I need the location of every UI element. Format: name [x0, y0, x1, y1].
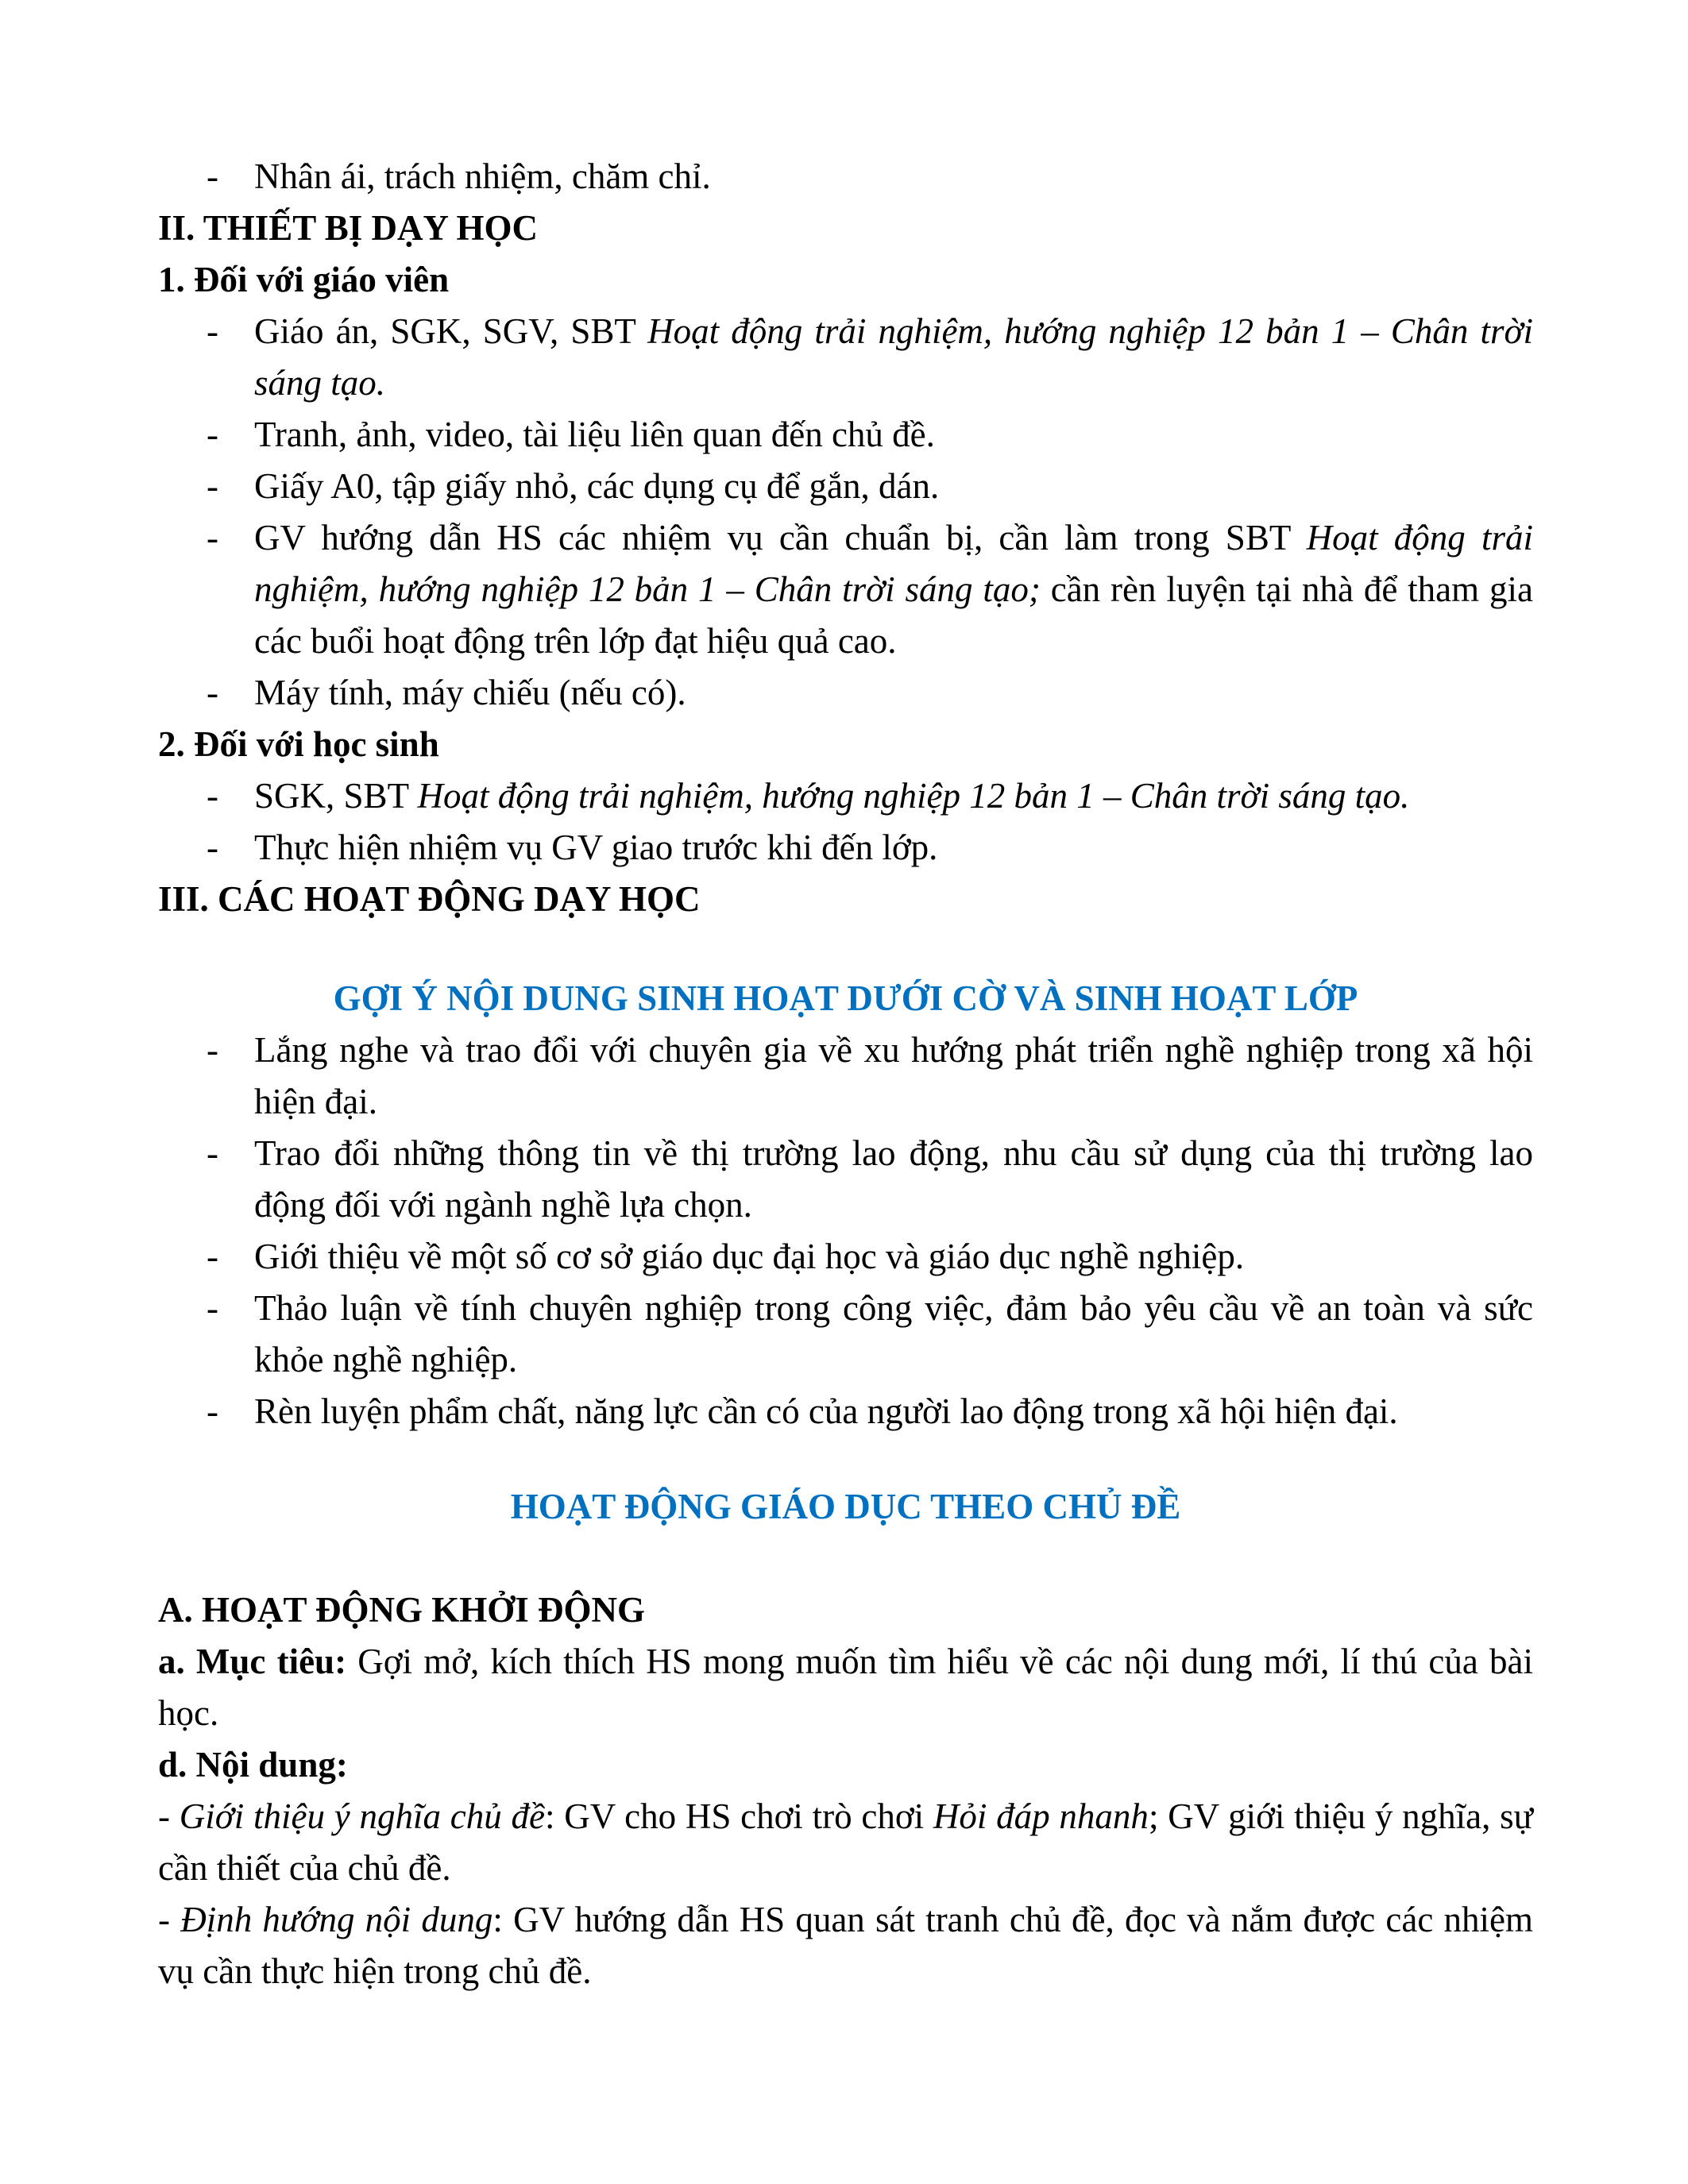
bullet-text: Giấy A0, tập giấy nhỏ, các dụng cụ để gắn, dán. — [254, 466, 940, 506]
objective-text: Gợi mở, kích thích HS mong muốn tìm hiểu về các nội dung mới, lí thú của bài học. — [158, 1642, 1533, 1733]
bullet-text: Giáo án, SGK, SGV, SBT — [254, 311, 648, 351]
bullet-dash: - — [207, 1030, 218, 1070]
bullet-item-institutions — [207, 1231, 1533, 1283]
bullet-dash: - — [207, 776, 218, 816]
bullet-item-listen-expert — [207, 1024, 1533, 1128]
book-title-italic: Hoạt động trải nghiệm, hướng nghiệp 12 bản 1 – Chân trời sáng tạo. — [254, 311, 1534, 403]
bullet-dash: - — [207, 311, 218, 351]
bullet-dash: - — [207, 518, 218, 558]
bullet-text: Rèn luyện phẩm chất, năng lực cần có của người lao động trong xã hội hiện đại. — [254, 1391, 1398, 1431]
bullet-text: Thực hiện nhiệm vụ GV giao trước khi đến lớp. — [254, 828, 938, 867]
paragraph-objective — [158, 1636, 1533, 1739]
bullet-item-materials — [207, 306, 1534, 409]
bullet-item-train-qualities — [207, 1386, 1533, 1437]
objective-label: a. Mục tiêu: — [158, 1642, 347, 1681]
bullet-text: Trao đổi những thông tin về thị trường lao động, nhu cầu sử dụng của thị trường lao động đối với ngành nghề lựa chọn. — [254, 1133, 1533, 1225]
bullet-item-student-books — [207, 770, 1533, 822]
section-heading-2: II. THIẾT BỊ DẠY HỌC — [158, 208, 539, 248]
italic-phrase: Định hướng nội dung — [180, 1900, 493, 1939]
heading-content: d. Nội dung: — [158, 1745, 348, 1785]
italic-game-name: Hỏi đáp nhanh — [933, 1796, 1149, 1836]
bullet-text: Lắng nghe và trao đổi với chuyên gia về xu hướng phát triển nghề nghiệp trong xã hội hiện đại. — [254, 1030, 1533, 1121]
section-heading-3: III. CÁC HOẠT ĐỘNG DẠY HỌC — [158, 879, 701, 919]
bullet-text: Tranh, ảnh, video, tài liệu liên quan đến chủ đề. — [254, 415, 935, 454]
bullet-dash: - — [207, 1133, 218, 1173]
bullet-item-professionalism — [207, 1283, 1533, 1386]
dash-prefix: - — [158, 1900, 181, 1939]
bullet-dash: - — [207, 1391, 218, 1431]
paragraph-text: ; GV giới thiệu ý nghĩa, sự cần thiết của chủ đề. — [158, 1796, 1534, 1888]
blue-heading-theme-activities: HOẠT ĐỘNG GIÁO DỤC THEO CHỦ ĐỀ — [510, 1487, 1181, 1526]
bullet-item-guidance — [207, 512, 1533, 667]
bullet-dash: - — [207, 673, 218, 712]
subsection-heading-student: 2. Đối với học sinh — [158, 724, 439, 764]
paragraph-text: : GV hướng dẫn HS quan sát tranh chủ đề, đọc và nắm được các nhiệm vụ cần thực hiện trong chủ đề. — [158, 1900, 1534, 1991]
paragraph-introduce-meaning — [158, 1791, 1533, 1894]
bullet-text: cần rèn luyện tại nhà để tham gia các buổi hoạt động trên lớp đạt hiệu quả cao. — [254, 569, 1533, 661]
bullet-dash: - — [207, 415, 218, 454]
heading-warmup-activity: A. HOẠT ĐỘNG KHỞI ĐỘNG — [158, 1590, 645, 1630]
bullet-text: GV hướng dẫn HS các nhiệm vụ cần chuẩn bị, cần làm trong SBT — [254, 518, 1307, 558]
bullet-item-media — [207, 409, 1533, 461]
bullet-dash: - — [207, 156, 218, 196]
italic-phrase: Giới thiệu ý nghĩa chủ đề — [179, 1796, 545, 1836]
book-title-italic: Hoạt động trải nghiệm, hướng nghiệp 12 bản 1 – Chân trời sáng tạo. — [417, 776, 1410, 816]
bullet-text: Máy tính, máy chiếu (nếu có). — [254, 673, 686, 712]
bullet-text: Giới thiệu về một số cơ sở giáo dục đại học và giáo dục nghề nghiệp. — [254, 1237, 1245, 1276]
bullet-dash: - — [207, 1288, 218, 1328]
bullet-item-qualities — [207, 151, 1533, 203]
bullet-dash: - — [207, 466, 218, 506]
dash-prefix: - — [158, 1796, 180, 1836]
bullet-item-computer — [207, 667, 1533, 719]
bullet-text: Nhân ái, trách nhiệm, chăm chỉ. — [254, 156, 711, 196]
book-title-italic: Hoạt động trải nghiệm, hướng nghiệp 12 bản 1 – Chân trời sáng tạo; — [254, 518, 1533, 609]
bullet-dash: - — [207, 1237, 218, 1276]
bullet-item-student-tasks — [207, 822, 1533, 874]
bullet-dash: - — [207, 828, 218, 867]
bullet-text: SGK, SBT — [254, 776, 418, 816]
bullet-item-paper — [207, 461, 1533, 512]
bullet-item-labor-market — [207, 1128, 1533, 1231]
subsection-heading-teacher: 1. Đối với giáo viên — [158, 260, 450, 299]
bullet-text: Thảo luận về tính chuyên nghiệp trong công việc, đảm bảo yêu cầu về an toàn và sức khỏe nghề nghiệp. — [254, 1288, 1533, 1379]
blue-heading-flag-ceremony: GỢI Ý NỘI DUNG SINH HOẠT DƯỚI CỜ VÀ SINH HOẠT LỚP — [333, 978, 1358, 1018]
paragraph-orient-content — [158, 1894, 1533, 1997]
paragraph-text: : GV cho HS chơi trò chơi — [544, 1796, 933, 1836]
